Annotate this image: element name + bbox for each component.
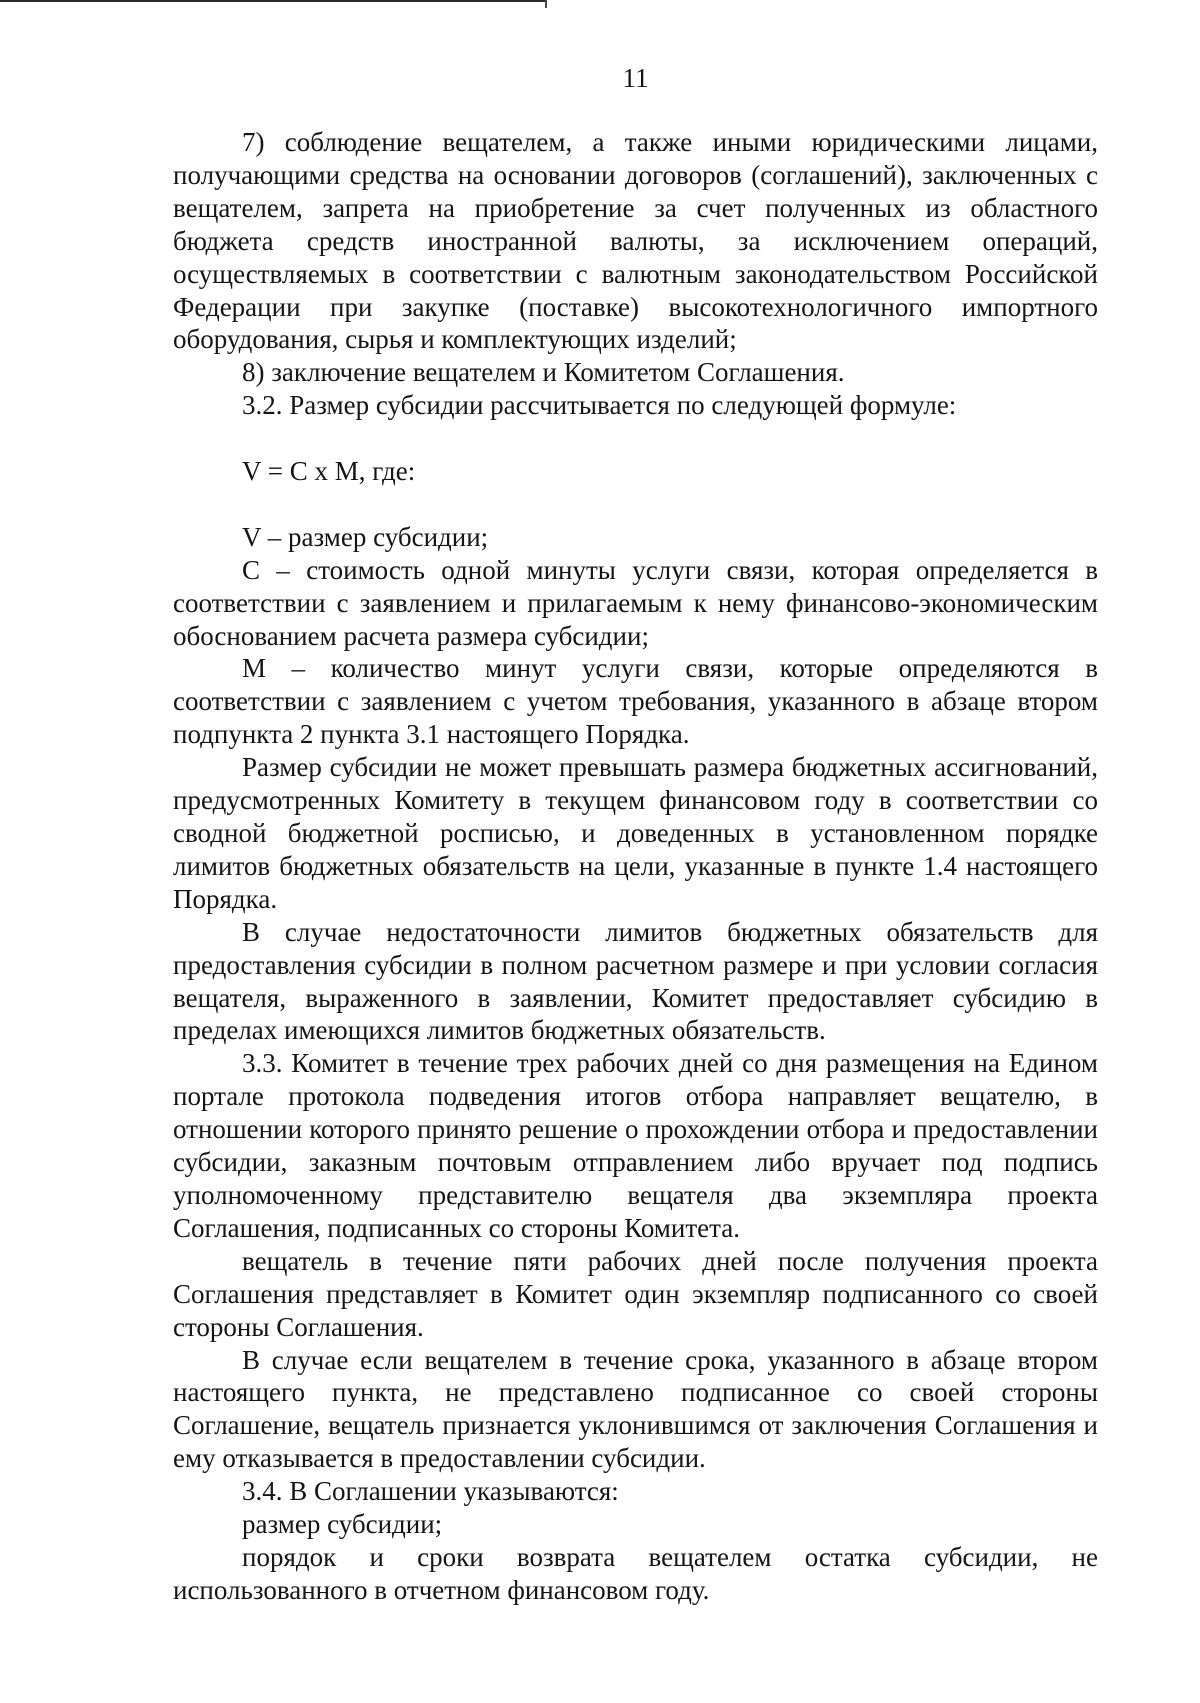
paragraph-c-definition: C – стоимость одной минуты услуги связи, которая определяется в соответствии с заявлением и прилагаемым к нему финансово-экономическим обоснованием расчета размера субсидии; (173, 554, 1098, 651)
paragraph-return-terms: порядок и сроки возврата вещателем остатка субсидии, не использованного в отчетном финансовом году. (173, 1541, 1098, 1605)
paragraph-broadcaster-signs: вещатель в течение пяти рабочих дней после получения проекта Соглашения представляет в Комитет один экземпляр подписанного со своей стороны Соглашения. (173, 1245, 1098, 1342)
document-page (173, 62, 1098, 1607)
paragraph-item-7: 7) соблюдение вещателем, а также иными юридическими лицами, получающими средства на основании договоров (соглашений), заключенных с вещателем, запрета на приобретение за счет полученных из областного бюджета средств иностранной валюты, за исключением операций, осуществляемых в соответствии с валютным законодательством Российской Федерации при закупке (поставке) высокотехнологичного импортного оборудования, сырья и комплектующих изделий; (173, 127, 1098, 355)
paragraph-subsidy-amount: размер субсидии; (242, 1509, 443, 1540)
paragraph-subsidy-limit: Размер субсидии не может превышать размера бюджетных ассигнований, предусмотренных Комитету в текущем финансовом году в соответствии со сводной бюджетной росписью, и доведенных в установленном порядке лимитов бюджетных обязательств на цели, указанные в пункте 1.4 настоящего Порядка. (173, 752, 1098, 914)
scan-edge-tick (545, 0, 547, 8)
paragraph-m-definition: M – количество минут услуги связи, которые определяются в соответствии с заявлением с учетом требования, указанного в абзаце втором подпункта 2 пункта 3.1 настоящего Порядка. (173, 653, 1098, 750)
paragraph-evasion: В случае если вещателем в течение срока, указанного в абзаце втором настоящего пункта, не представлено подписанное со своей стороны Соглашение, вещатель признается уклонившимся от заключения Соглашения и ему отказывается в предоставлении субсидии. (173, 1344, 1098, 1474)
page-number: 11 (622, 63, 649, 93)
spacer (173, 422, 1098, 455)
spacer (173, 488, 1098, 521)
paragraph-insufficient-limits: В случае недостаточности лимитов бюджетных обязательств для предоставления субсидии в полном расчетном размере и при условии согласия вещателя, выраженного в заявлении, Комитет предоставляет субсидию в пределах имеющихся лимитов бюджетных обязательств. (173, 916, 1098, 1046)
formula: V = C x M, где: (242, 456, 416, 487)
paragraph-v-definition: V – размер субсидии; (242, 521, 489, 552)
paragraph-item-8: 8) заключение вещателем и Комитетом Соглашения. (242, 357, 845, 388)
scan-edge-line (0, 0, 545, 2)
paragraph-3-4: 3.4. В Соглашении указываются: (242, 1476, 619, 1507)
paragraph-3-2: 3.2. Размер субсидии рассчитывается по следующей формуле: (242, 390, 957, 421)
paragraph-3-3: 3.3. Комитет в течение трех рабочих дней со дня размещения на Едином портале протокола подведения итогов отбора направляет вещателю, в отношении которого принято решение о прохождении отбора и предоставлении субсидии, заказным почтовым отправлением либо вручает под подпись уполномоченному представителю вещателя два экземпляра проекта Соглашения, подписанных со стороны Комитета. (173, 1048, 1098, 1243)
